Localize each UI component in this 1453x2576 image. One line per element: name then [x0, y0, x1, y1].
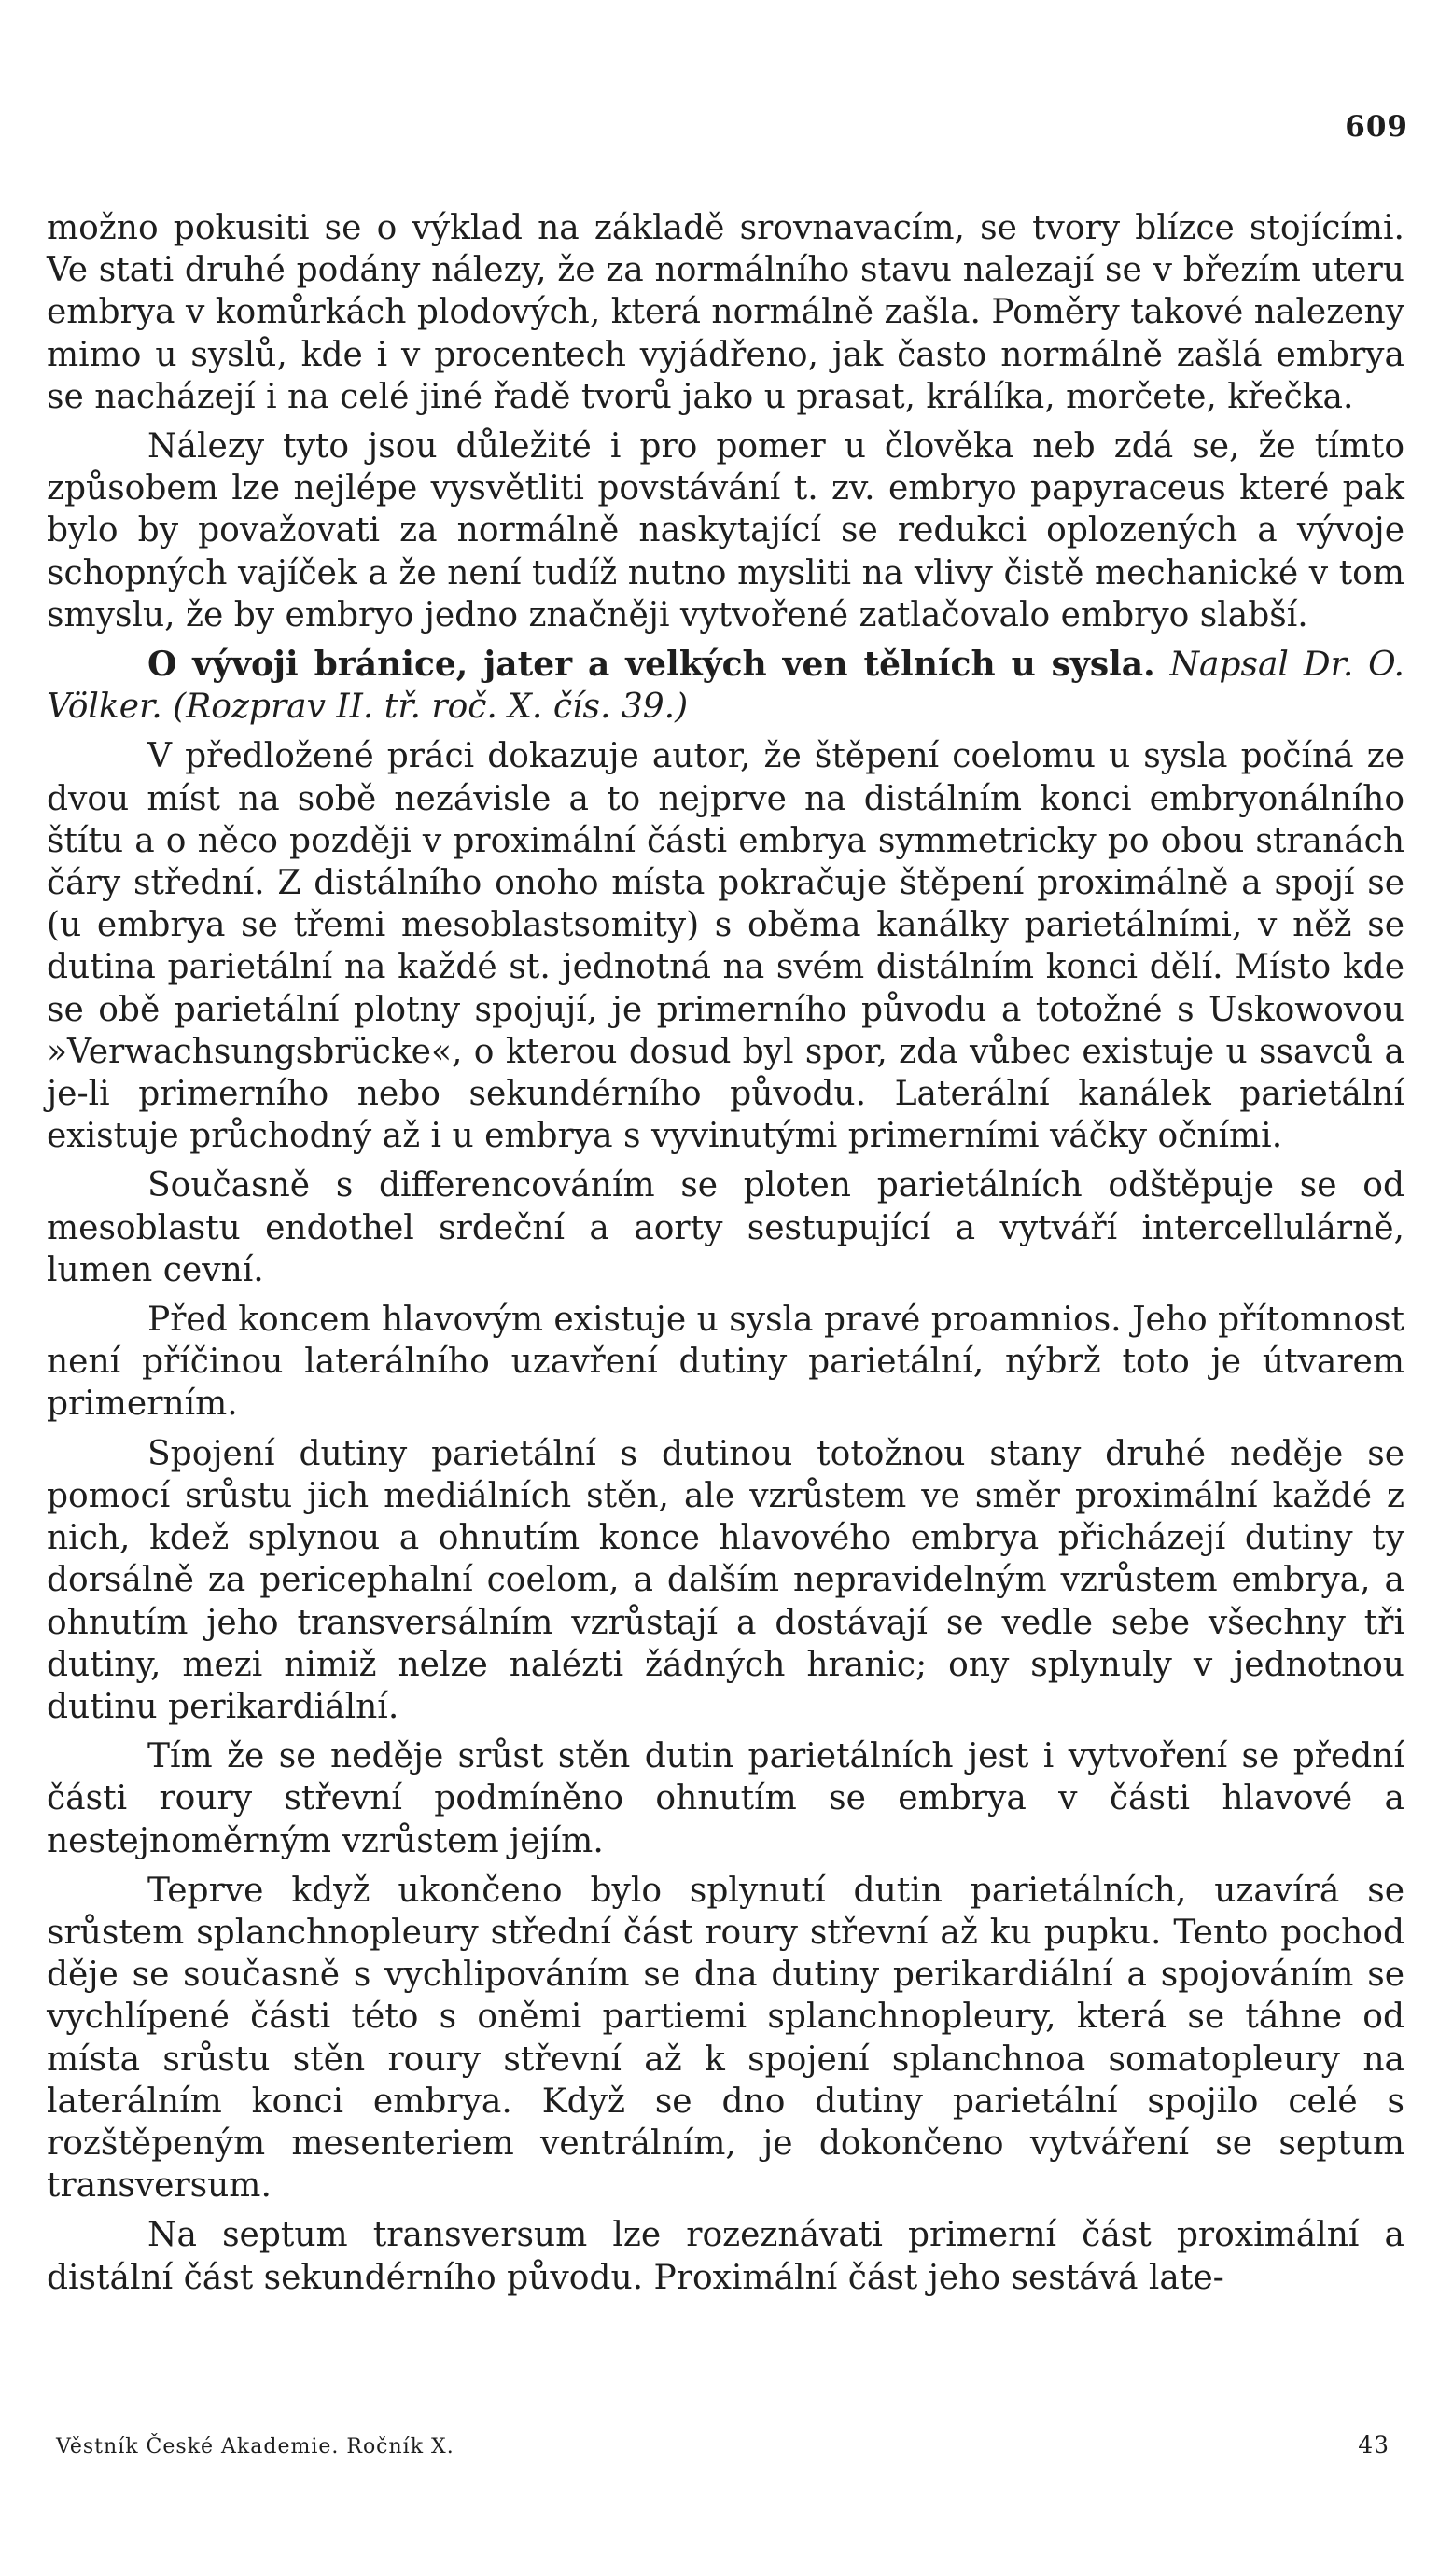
body-text: [47, 207, 1404, 2306]
journal-footer: Věstník České Akademie. Ročník X.: [56, 2435, 454, 2458]
article-title: O vývoji bránice, jater a velkých ven tělních u sysla.: [147, 645, 1155, 685]
paragraph: V předložené práci dokazuje autor, že štěpení coelomu u sysla počíná ze dvou míst na sobě nezávisle a to nejprve na distálním konci embryonálního štítu a o něco později v proximální části embrya symmetricky po obou stranách čáry střední. Z distálního onoho místa pokračuje štěpení proximálně a spojí se (u embrya se třemi mesoblastsomity) s oběma kanálky parietálními, v něž se dutina parietální na každé st. jednotná na svém distálním konci dělí. Místo kde se obě parietální plotny spojují, je primerního původu a totožné s Uskowovou »Verwachsungsbrücke«, o kterou dosud byl spor, zda vůbec existuje u ssavců a je-li primerního nebo sekundérního původu. Laterální kanálek parietální existuje průchodný až i u embrya s vyvinutými primerními váčky očními.: [47, 737, 1404, 1156]
paragraph: Spojení dutiny parietální s dutinou totožnou stany druhé neděje se pomocí srůstu jich mediálních stěn, ale vzrůstem ve směr proximální každé z nich, kdež splynou a ohnutím konce hlavového embrya přicházejí dutiny ty dorsálně za pericephalní coelom, a dalším nepravidelným vzrůstem embrya, a ohnutím jeho transversálním vzrůstají a dostávají se vedle sebe všechny tři dutiny, mezi nimiž nelze nalézti žádných hranic; ony splynuly v jednotnou dutinu perikardiální.: [47, 1434, 1404, 1726]
page-footer: [56, 2431, 1397, 2458]
page-number: 609: [1345, 110, 1408, 144]
paragraph: Teprve když ukončeno bylo splynutí dutin parietálních, uzavírá se srůstem splanchnopleury střední část roury střevní až ku pupku. Tento pochod děje se současně s vychlipováním se dna dutiny perikardiální a spojováním se vychlípené části této s oněmi partiemi splanchnopleury, která se táhne od místa srůstu stěn roury střevní až k spojení splanchnoa somatopleury na laterálním konci embrya. Když se dno dutiny parietální spojilo celé s rozštěpeným mesenteriem ventrálním, je dokončeno vytváření se septum transversum.: [47, 1871, 1404, 2206]
paragraph: Tím že se neděje srůst stěn dutin parietálních jest i vytvoření se přední části roury střevní podmíněno ohnutím se embrya v části hlavové a nestejnoměrným vzrůstem jejím.: [47, 1737, 1404, 1860]
paragraph: Současně s differencováním se ploten parietálních odštěpuje se od mesoblastu endothel srdeční a aorty sestupující a vytváří intercellulárně, lumen cevní.: [47, 1166, 1404, 1289]
paragraph: Před koncem hlavovým existuje u sysla pravé proamnios. Jeho přítomnost není příčinou laterálního uzavření dutiny parietální, nýbrž toto je útvarem primerním.: [47, 1301, 1404, 1424]
signature-mark: 43: [1358, 2431, 1390, 2458]
paragraph: Na septum transversum lze rozeznávati primerní část proximální a distální část sekundérního původu. Proximální část jeho sestává late-: [47, 2216, 1404, 2297]
article-heading: [47, 644, 1404, 728]
paragraph: Nálezy tyto jsou důležité i pro pomer u člověka neb zdá se, že tímto způsobem lze nejlépe vysvětliti povstávání t. zv. embryo papyraceus které pak bylo by považovati za normálně naskytající se redukci oplozených a vývoje schopných vajíček a že není tudíž nutno mysliti na vlivy čistě mechanické v tom smyslu, že by embryo jedno značněji vytvořené zatlačovalo embryo slabší.: [47, 427, 1404, 634]
paragraph: možno pokusiti se o výklad na základě srovnavacím, se tvory blízce stojícími. Ve stati druhé podány nálezy, že za normálního stavu nalezají se v březím uteru embrya v komůrkách plodových, která normálně zašla. Poměry takové nalezeny mimo u syslů, kde i v procentech vyjádřeno, jak často normálně zašlá embrya se nacházejí i na celé jiné řadě tvorů jako u prasat, králíka, morčete, křečka.: [47, 209, 1404, 416]
article-author: Napsal Dr. O. Völker. (Rozprav II. tř. roč. X. čís. 39.): [47, 646, 1404, 727]
